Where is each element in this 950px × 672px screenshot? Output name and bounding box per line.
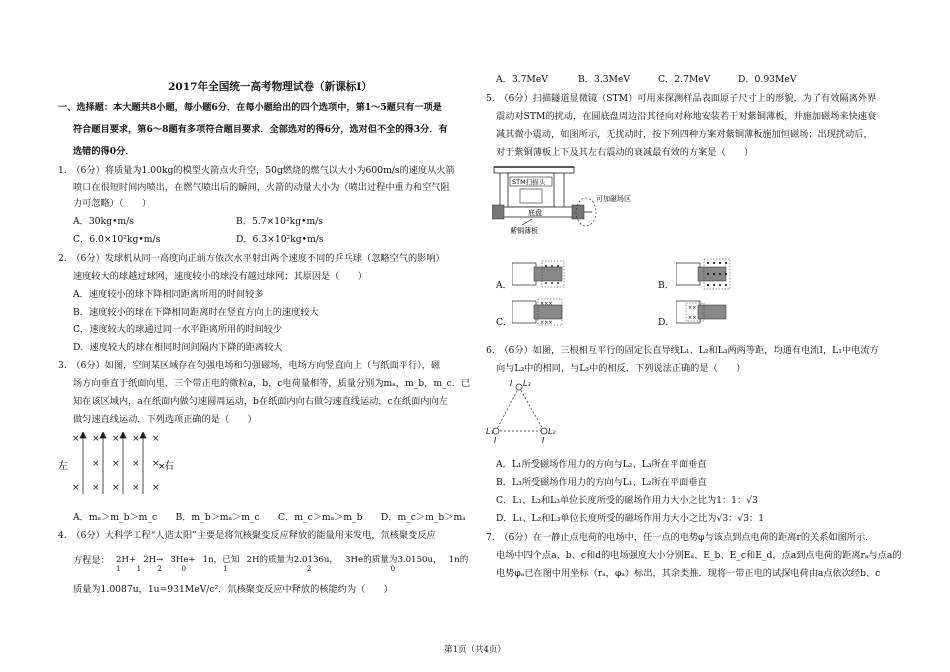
section-heading-line2: 符合题目要求，第6～8题有多项符合题目要求．全部选对的得6分，选对但不全的得3分．有 <box>73 124 448 135</box>
q6-current-label-l1: I <box>494 436 497 445</box>
q1-option-d: D．6.3×10²kg•m/s <box>236 234 324 245</box>
q1-line3: 力可忽略）（ ） <box>73 198 152 209</box>
q3-options: A．mₐ＞m_b＞m_c B．m_b＞mₐ＞m_c C．m_c＞mₐ＞m_b D．m_c＞m_b＞mₐ <box>73 512 466 523</box>
q4-line2-prefix: 方程是： <box>73 555 110 566</box>
q6-option-d: D．L₁、L₂和L₃单位长度所受的磁场作用力大小之比为√3：√3：1 <box>496 513 765 524</box>
q5-option-d-figure <box>676 295 736 335</box>
svg-text:×: × <box>152 483 160 493</box>
q1-line2: 喷口在很短时间内喷出，在燃气喷出后的瞬间，火箭的动量大小为（喷出过程中重力和空气阻 <box>73 182 450 193</box>
q6-wires-figure <box>486 377 566 445</box>
svg-text:×: × <box>132 459 140 469</box>
q2-option-c: C．速度较大的球通过同一水平距离所用的时间较少 <box>73 324 283 335</box>
q2-option-d: D．速度较大的球在相同时间间隔内下降的距离较大 <box>73 342 283 353</box>
q6-current-label-l2: I <box>542 436 545 445</box>
svg-text:×××: ××× <box>540 301 553 307</box>
q1-line1: 1. （6分）将质量为1.00kg的模型火箭点火升空，50g燃烧的燃气以大小为600m/s的速度从火箭 <box>58 165 455 176</box>
page-footer: 第1页（共4页） <box>444 645 506 655</box>
svg-text:×: × <box>92 483 100 493</box>
q6-option-c: C．L₁、L₂和L₃单位长度所受的磁场作用力大小之比为1：1：√3 <box>496 495 758 506</box>
q6-label-l1: L₁ <box>486 427 494 436</box>
q6-label-l2: L₂ <box>548 427 556 436</box>
svg-text:×: × <box>72 483 80 493</box>
section-heading-line1: 一、选择题：本大题共8小题，每小题6分．在每小题给出的四个选项中，第1～5题只有一项是 <box>58 102 442 113</box>
q6-current-label-top: I <box>510 379 513 388</box>
q5-option-b: B． <box>658 280 674 291</box>
q5-line1: 5. （6分）扫描隧道显微镜（STM）可用来探测样品表面原子尺寸上的形貌，为了有效隔离外界 <box>486 93 877 104</box>
q4-line3: 质量为1.0087u，1u=931MeV/c²．氘核聚变反应中释放的核能约为（ ） <box>73 584 393 595</box>
q4-equation-subscripts: 1 1 2 0 1 2 0 <box>116 565 396 573</box>
q6-line1: 6. （6分）如图，三根相互平行的固定长直导线L₁、L₂和L₃两两等距，均通有电流I，L₁中电流方 <box>486 345 879 356</box>
q4-option-a: A．3.7MeV <box>496 74 548 85</box>
q3-line1: 3. （6分）如图，空间某区域存在匀强电场和匀强磁场，电场方向竖直向上（与纸面平行），磁 <box>58 360 441 371</box>
q3-line3: 知在该区域内，a在纸面内做匀速圆周运动，b在纸面内向右做匀速直线运动，c在纸面内向左 <box>73 396 448 407</box>
q6-option-b: B．L₃所受磁场作用力的方向与L₁、L₂所在平面垂直 <box>496 477 707 488</box>
svg-text:×××: ××× <box>540 320 553 326</box>
q5-line3: 减其微小震动，如图所示，无扰动时，按下列四种方案对紫铜薄板施加恒磁场；出现扰动后， <box>496 129 873 140</box>
svg-text:×: × <box>132 434 140 444</box>
q6-label-l3: L₃ <box>523 379 531 388</box>
svg-text:×: × <box>92 459 100 469</box>
q5-option-d: D． <box>658 317 675 328</box>
q5-option-b-figure <box>676 257 736 297</box>
q1-option-a: A．30kg•m/s <box>73 216 134 227</box>
q5-option-a: A． <box>496 280 512 291</box>
svg-text:×: × <box>152 434 160 444</box>
q7-line2: 电场中四个点a、b、c和d的电场强度大小分别Eₐ、E_b、E_c和E_d，点a到点电荷的距离rₐ与点a的 <box>496 550 902 561</box>
svg-text:×: × <box>158 462 166 472</box>
q3-field-figure <box>58 432 188 502</box>
q5-line4: 对于紫铜薄板上下及其左右震动的衰减最有效的方案是（ ） <box>496 147 754 158</box>
svg-text:××: ×× <box>688 305 697 311</box>
q4-option-c: C．2.7MeV <box>658 74 711 85</box>
q3-label-left: 左 <box>58 461 68 472</box>
q5-option-c-figure <box>512 295 572 335</box>
svg-text:×: × <box>112 459 120 469</box>
q4-equation: 2H+ 2H→ 3He+ 1n，已知 2H的质量为2.0136u， 3He的质量为3.0150u， 1n的 <box>116 555 469 565</box>
section-heading-line3: 选错的得0分． <box>73 146 135 157</box>
field-region-label: 可加磁场区 <box>596 195 631 203</box>
q5-line2: 震动对STM的扰动，在圆底盘周边沿其径向对称地安装若干对紫铜薄板，并施加磁场来快速衰 <box>496 111 877 122</box>
q3-label-right: 右 <box>164 461 174 472</box>
q7-line3: 电势φₐ已在图中用坐标（rₐ，φₐ）标出，其余类推．现将一带正电的试探电荷由a点依次经b、c <box>496 568 881 579</box>
disc-label: 底盘 <box>528 209 542 217</box>
q6-option-a: A．L₁所受磁场作用力的方向与L₂、L₃所在平面垂直 <box>496 459 707 470</box>
svg-text:×: × <box>92 434 100 444</box>
svg-text:×: × <box>152 459 160 469</box>
cross-mark: × <box>72 434 80 444</box>
svg-text:×: × <box>132 483 140 493</box>
q5-option-c: C． <box>496 317 513 328</box>
svg-text:×: × <box>112 434 120 444</box>
q4-option-b: B．3.3MeV <box>578 74 631 85</box>
q3-line4: 做匀速直线运动．下列选项正确的是（ ） <box>73 414 257 425</box>
copper-plate-label: 紫铜薄板 <box>510 227 538 235</box>
stm-head-label: STM扫描头 <box>512 178 546 186</box>
svg-text:×: × <box>112 483 120 493</box>
svg-text:××: ×× <box>688 315 697 321</box>
q2-option-b: B．速度较小的球在下降相同距离时在竖直方向上的速度较大 <box>73 307 319 318</box>
q3-line2: 场方向垂直于纸面向里．三个带正电的微粒a，b，c电荷量相等，质量分别为mₐ，m_b，m_c．已 <box>73 378 471 389</box>
q1-option-c: C．6.0×10²kg•m/s <box>73 234 161 245</box>
q2-line2: 速度较大的球越过球网，速度较小的球没有越过球网；其原因是（ ） <box>73 271 367 282</box>
q2-option-a: A．速度较小的球下降相同距离所用的时间较多 <box>73 289 264 300</box>
q6-line2: 向与L₂中的相同，与L₃中的相反．下列说法正确的是（ ） <box>496 363 746 374</box>
q4-option-d: D．0.93MeV <box>738 74 797 85</box>
q5-option-a-figure <box>512 257 572 297</box>
page-title: 2017年全国统一高考物理试卷（新课标Ⅰ） <box>168 81 372 93</box>
stm-figure <box>492 165 652 250</box>
q2-line1: 2. （6分）发球机从同一高度向正前方依次水平射出两个速度不同的乒乓球（忽略空气的影响） <box>58 253 445 264</box>
q7-line1: 7. （6分）在一静止点电荷的电场中，任一点的电势φ与该点到点电荷的距离r的关系如图所示． <box>486 532 875 543</box>
q1-option-b: B．5.7×10²kg•m/s <box>236 216 324 227</box>
q4-line1: 4. （6分）大科学工程“人造太阳”主要是将氘核聚变反应释放的能量用来发电，氘核聚变反应 <box>58 530 436 541</box>
